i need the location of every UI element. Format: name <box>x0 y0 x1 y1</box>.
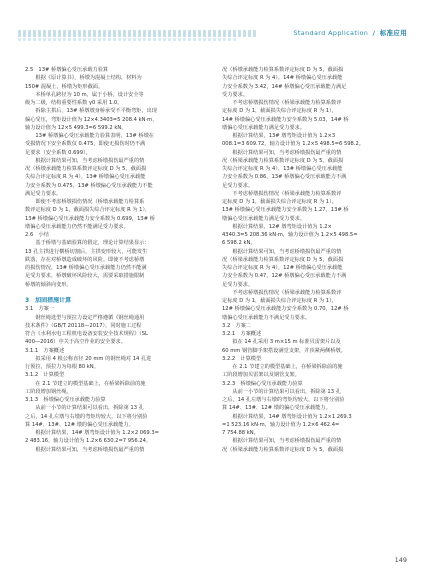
text-line: 桥墩的倾斜向变形。 <box>25 281 72 288</box>
text-line: 符合《水利水电工程机电设备安装安全技术规程》（SL <box>25 331 148 337</box>
text-line: 不考虑桥墩损伤情况（桥梁承载能力检算系数评 <box>222 289 342 296</box>
text-line: 失综合评定标度 R 为 4），13# 桥墩偏心受压承载能 <box>25 174 146 181</box>
text-line: 3.2.2 计算模型 <box>222 355 262 362</box>
text-line: 况（桥墩承载能力检算系数评定标度 D 为 5，截面损 <box>222 67 344 73</box>
section-header-en: Standard Application <box>293 29 369 37</box>
header-decorative-stripe <box>18 30 258 37</box>
section-header-separator: / <box>372 29 376 37</box>
text-line: 数评定标度 D 为 1，截面损失综合评定标度 R 为 1）， <box>25 207 151 214</box>
text-line: 轴力设计值为 12×5 499.3=6 599.2 kN。 <box>25 124 127 131</box>
text-line: 况（桥梁承载能力检算系数评定标度 D 为 5，截面损 <box>222 256 344 263</box>
section-header-zh: 标准应用 <box>379 29 407 37</box>
text-line: 受损情况下安全系数仅 0.475，即使无损伤时仍不满 <box>25 141 146 148</box>
section-heading: 3.2 方案二 <box>222 322 251 329</box>
section-heading: 2.5 13# 桥墩偏心受压承载力验算 <box>25 67 109 73</box>
text-line: 拟在 14 孔采用 3 m×15 m 标准贝雷架片以及 <box>222 339 341 346</box>
text-line: 足要求（安全系数 0.699）。 <box>25 149 91 156</box>
text-line: 拟采用 4 根公称直径 20 mm 的钢丝绳对 14 孔进 <box>25 355 152 362</box>
text-line: 13# 桥墩偏心受压承载能力安全系数为 0.699，13# 桥 <box>25 215 155 222</box>
text-line: 级为二级，结构重要性系数 γ0 采用 1.0。 <box>25 100 123 106</box>
text-line: 力安全系数为 3.42，14# 桥墩偏心受压承载能力满足 <box>222 83 347 90</box>
text-line: 根据计算结果，12# 墩弯矩设计值为 1.2× <box>222 223 332 230</box>
text-line: 14# 桥墩偏心受压承载能力安全系数为 5.03，14# 桥 <box>222 116 349 123</box>
text-line: 定标度 D 为 1，截面损失综合评定标度 R 为 1）， <box>222 108 337 115</box>
text-line: 不考虑桥墩损伤情况（桥梁承载能力检算系数评 <box>222 190 342 197</box>
text-line: 3.2.3 桥墩偏心受压承载能力验算 <box>222 380 303 387</box>
text-line: 7 754.88 kN。 <box>222 430 259 436</box>
text-line: 从前一小节的计算结果可以看出，拆除第 13 孔 <box>25 405 144 412</box>
text-line: 根据计算结果可知，当考虑桥墩损伤最严重的情 <box>222 438 342 445</box>
text-line: 足受力要求。 <box>222 281 254 288</box>
text-line: 工阶段增加贝雷架以及钢管支架。 <box>222 372 300 379</box>
text-line: 12# 桥墩偏心受压承载能力安全系数为 0.70，12# 桥 <box>222 306 349 313</box>
text-line: 钢丝绳选型与预拉力设定严格遵循《钢丝绳通用 <box>25 314 145 321</box>
left-text-column <box>25 66 207 454</box>
header-decorative-stripe-lower <box>18 38 238 41</box>
text-line: 的损伤情况，13# 桥墩偏心受压承载能力仍然不能满 <box>25 265 147 271</box>
text-line: 况（桥梁承载能力检算系数评定标度 D 为 5，截面损 <box>222 157 344 164</box>
text-line: 况（桥墩承载能力检算系数评定标度 D 为 5，截面损 <box>25 166 147 172</box>
text-line: 工阶段增加钢丝绳。 <box>25 388 72 395</box>
section-heading: 2.6 小结 <box>25 232 49 238</box>
text-line: 定标度 D 为 1，截面损失综合评定标度 R 为 1）， <box>222 298 337 304</box>
text-line: 之后，14 孔左墩与右墩的弯矩均较大，以下将分别验 <box>25 413 148 420</box>
text-line: 偏心受压，弯矩设计值为 12×4.3403=5 208.4 kN·m， <box>25 116 158 123</box>
text-line: 力安全系数为 0.86，13# 桥墩偏心受压承载能力不满 <box>222 174 347 181</box>
text-line: 之后，14 孔左墩与右墩的弯矩均较大，以下将分别验 <box>222 397 345 403</box>
text-line: 根据计算结果可知，当考虑桥墩损伤最严重的情 <box>222 149 342 156</box>
text-line: 008.1=3 609.72，轴力设计值为 1.2×5 498.5=6 598.2。 <box>222 141 364 148</box>
text-line: 即使不考虑桥墩损伤情况（桥墩承载能力检算系 <box>25 199 145 205</box>
section-heading: 3 加固措施计算 <box>25 297 72 304</box>
text-line: 本桥单孔跨径为 10 m，属于小桥，设计安全等 <box>25 91 144 98</box>
text-line: 墩偏心受压承载能力满足受力要求。 <box>222 215 306 222</box>
text-line: 足受力要求。 <box>222 182 254 189</box>
text-line: 行预拉，预拉力为每根 80 kN。 <box>25 364 99 370</box>
text-line: 拆除主拱后，13# 桥墩墩身桥承受不平衡弯矩，出现 <box>25 108 157 115</box>
text-line: 跌落，存在对桥墩造成破坏的风险。即使不考虑桥墩 <box>25 256 145 263</box>
section-header <box>293 28 407 37</box>
text-line: 2 483.16，轴力设计值为 1.2×6 630.2=7 956.24。 <box>25 438 152 445</box>
text-line: 满足受力要求。 <box>25 190 62 197</box>
text-line: 算 14#、13#、12# 墩的偏心受压承载能力。 <box>222 405 331 412</box>
text-line: 受力要求。 <box>222 91 248 98</box>
text-line: 根据《原计算书》，桥墩为混凝土结构，材料为 <box>25 75 142 82</box>
text-line: 力安全系数为 0.47，12# 桥墩偏心受压承载能力不满 <box>222 273 347 280</box>
text-line: 墩偏心受压承载能力仍然不能满足受力要求。 <box>25 223 129 230</box>
text-line <box>25 289 207 297</box>
text-line: 13# 桥墩偏心受压承载能力验算表明，13# 桥墩在 <box>25 133 154 139</box>
text-line: 足受力要求，桥墩破坏风险较大，需要采取措施限制 <box>25 273 145 280</box>
text-line: 基于桥墩与基础验算的假定，理论计算结果显示： <box>25 240 150 247</box>
text-line: 3.2.1 方案概述 <box>222 331 262 337</box>
page-header <box>0 8 427 48</box>
text-line: 在 2.1 节建立的模型基础上，在桥梁拆除前的施 <box>222 364 343 370</box>
text-line: 根据计算结果，14# 墩弯矩设计值为 1.2×2 069.3= <box>25 430 159 436</box>
text-line: 6 598.2 kN。 <box>222 240 256 247</box>
text-line: 在 2.1 节建立的模型基础上，在桥梁拆除前的施 <box>25 380 146 387</box>
text-line: 根据计算结果可知，当考虑桥墩损伤最严重的情 <box>222 248 342 255</box>
text-line: 13 孔主拱进行横桥切割后，主拱变形较大，可能发生 <box>25 248 148 255</box>
text-line: 算 14#、13#、12# 墩的偏心受压承载能力。 <box>25 421 134 428</box>
text-line: 根据计算结果，13# 墩弯矩设计值为 1.2×3 <box>222 133 336 139</box>
text-line: 3.1.3 桥墩偏心受压承载能力验算 <box>25 397 106 403</box>
text-line: 从前一小节的计算结果可以看出，拆除第 13 孔 <box>222 388 341 395</box>
text-line: 13# 桥墩偏心受压承载能力安全系数为 1.27，13# 桥 <box>222 207 349 214</box>
text-line: 定标度 D 为 1，截面损失综合评定标度 R 为 1）， <box>222 199 337 205</box>
text-line: 失综合评定标度 R 为 4），13# 桥墩偏心受压承载能 <box>222 166 343 172</box>
text-line: 60 mm 钢管脚手架搭设满堂支架，并顶紧两侧桥墩。 <box>222 347 346 354</box>
text-line: 400—2016）中关于高空作业的安全要求。 <box>25 339 126 346</box>
text-line: 失综合评定标度 R 为 4），12# 桥墩偏心受压承载能 <box>222 265 343 271</box>
text-line: 150# 混凝土，桥墩为矩形截面。 <box>25 83 104 90</box>
section-heading: 3.1 方案一 <box>25 306 54 313</box>
text-line: 力安全系数为 0.475，13# 桥墩偏心受压承载能力不能 <box>25 182 153 189</box>
text-line: 3.1.2 计算模型 <box>25 372 65 379</box>
text-line: 根据计算结果可知，当考虑桥墩损伤最严重的情 <box>25 157 145 164</box>
text-line: 3.1.1 方案概述 <box>25 347 65 354</box>
text-line: 根据计算结果可知，当考虑桥墩损伤最严重的情 <box>25 446 145 453</box>
text-line: 4340.3=5 208.36 kN·m，轴力设计值为 1.2×5 498.5= <box>222 232 358 238</box>
text-line: 不考虑桥墩损伤情况（桥梁承载能力检算系数评 <box>222 100 342 106</box>
text-line: 根据计算结果，14# 墩弯矩设计值为 1.2×1 269.3 <box>222 413 352 420</box>
right-text-column <box>222 66 404 454</box>
page-number: 149 <box>394 556 407 564</box>
text-line: 墩偏心受压承载能力不满足受力要求。 <box>222 314 311 321</box>
text-line: 技术条件》（GB/T 20118—2017），同时施工过程 <box>25 322 142 329</box>
text-line: =1 523.16 kN·m，轴力设计值为 1.2×6 462.4= <box>222 421 340 428</box>
text-line: 墩偏心受压承载能力满足受力要求。 <box>222 124 306 131</box>
text-line: 失综合评定标度 R 为 4），14# 桥墩偏心受压承载能 <box>222 75 343 82</box>
text-line: 况（桥梁承载能力检算系数评定标度 D 为 5，截面损 <box>222 446 344 453</box>
